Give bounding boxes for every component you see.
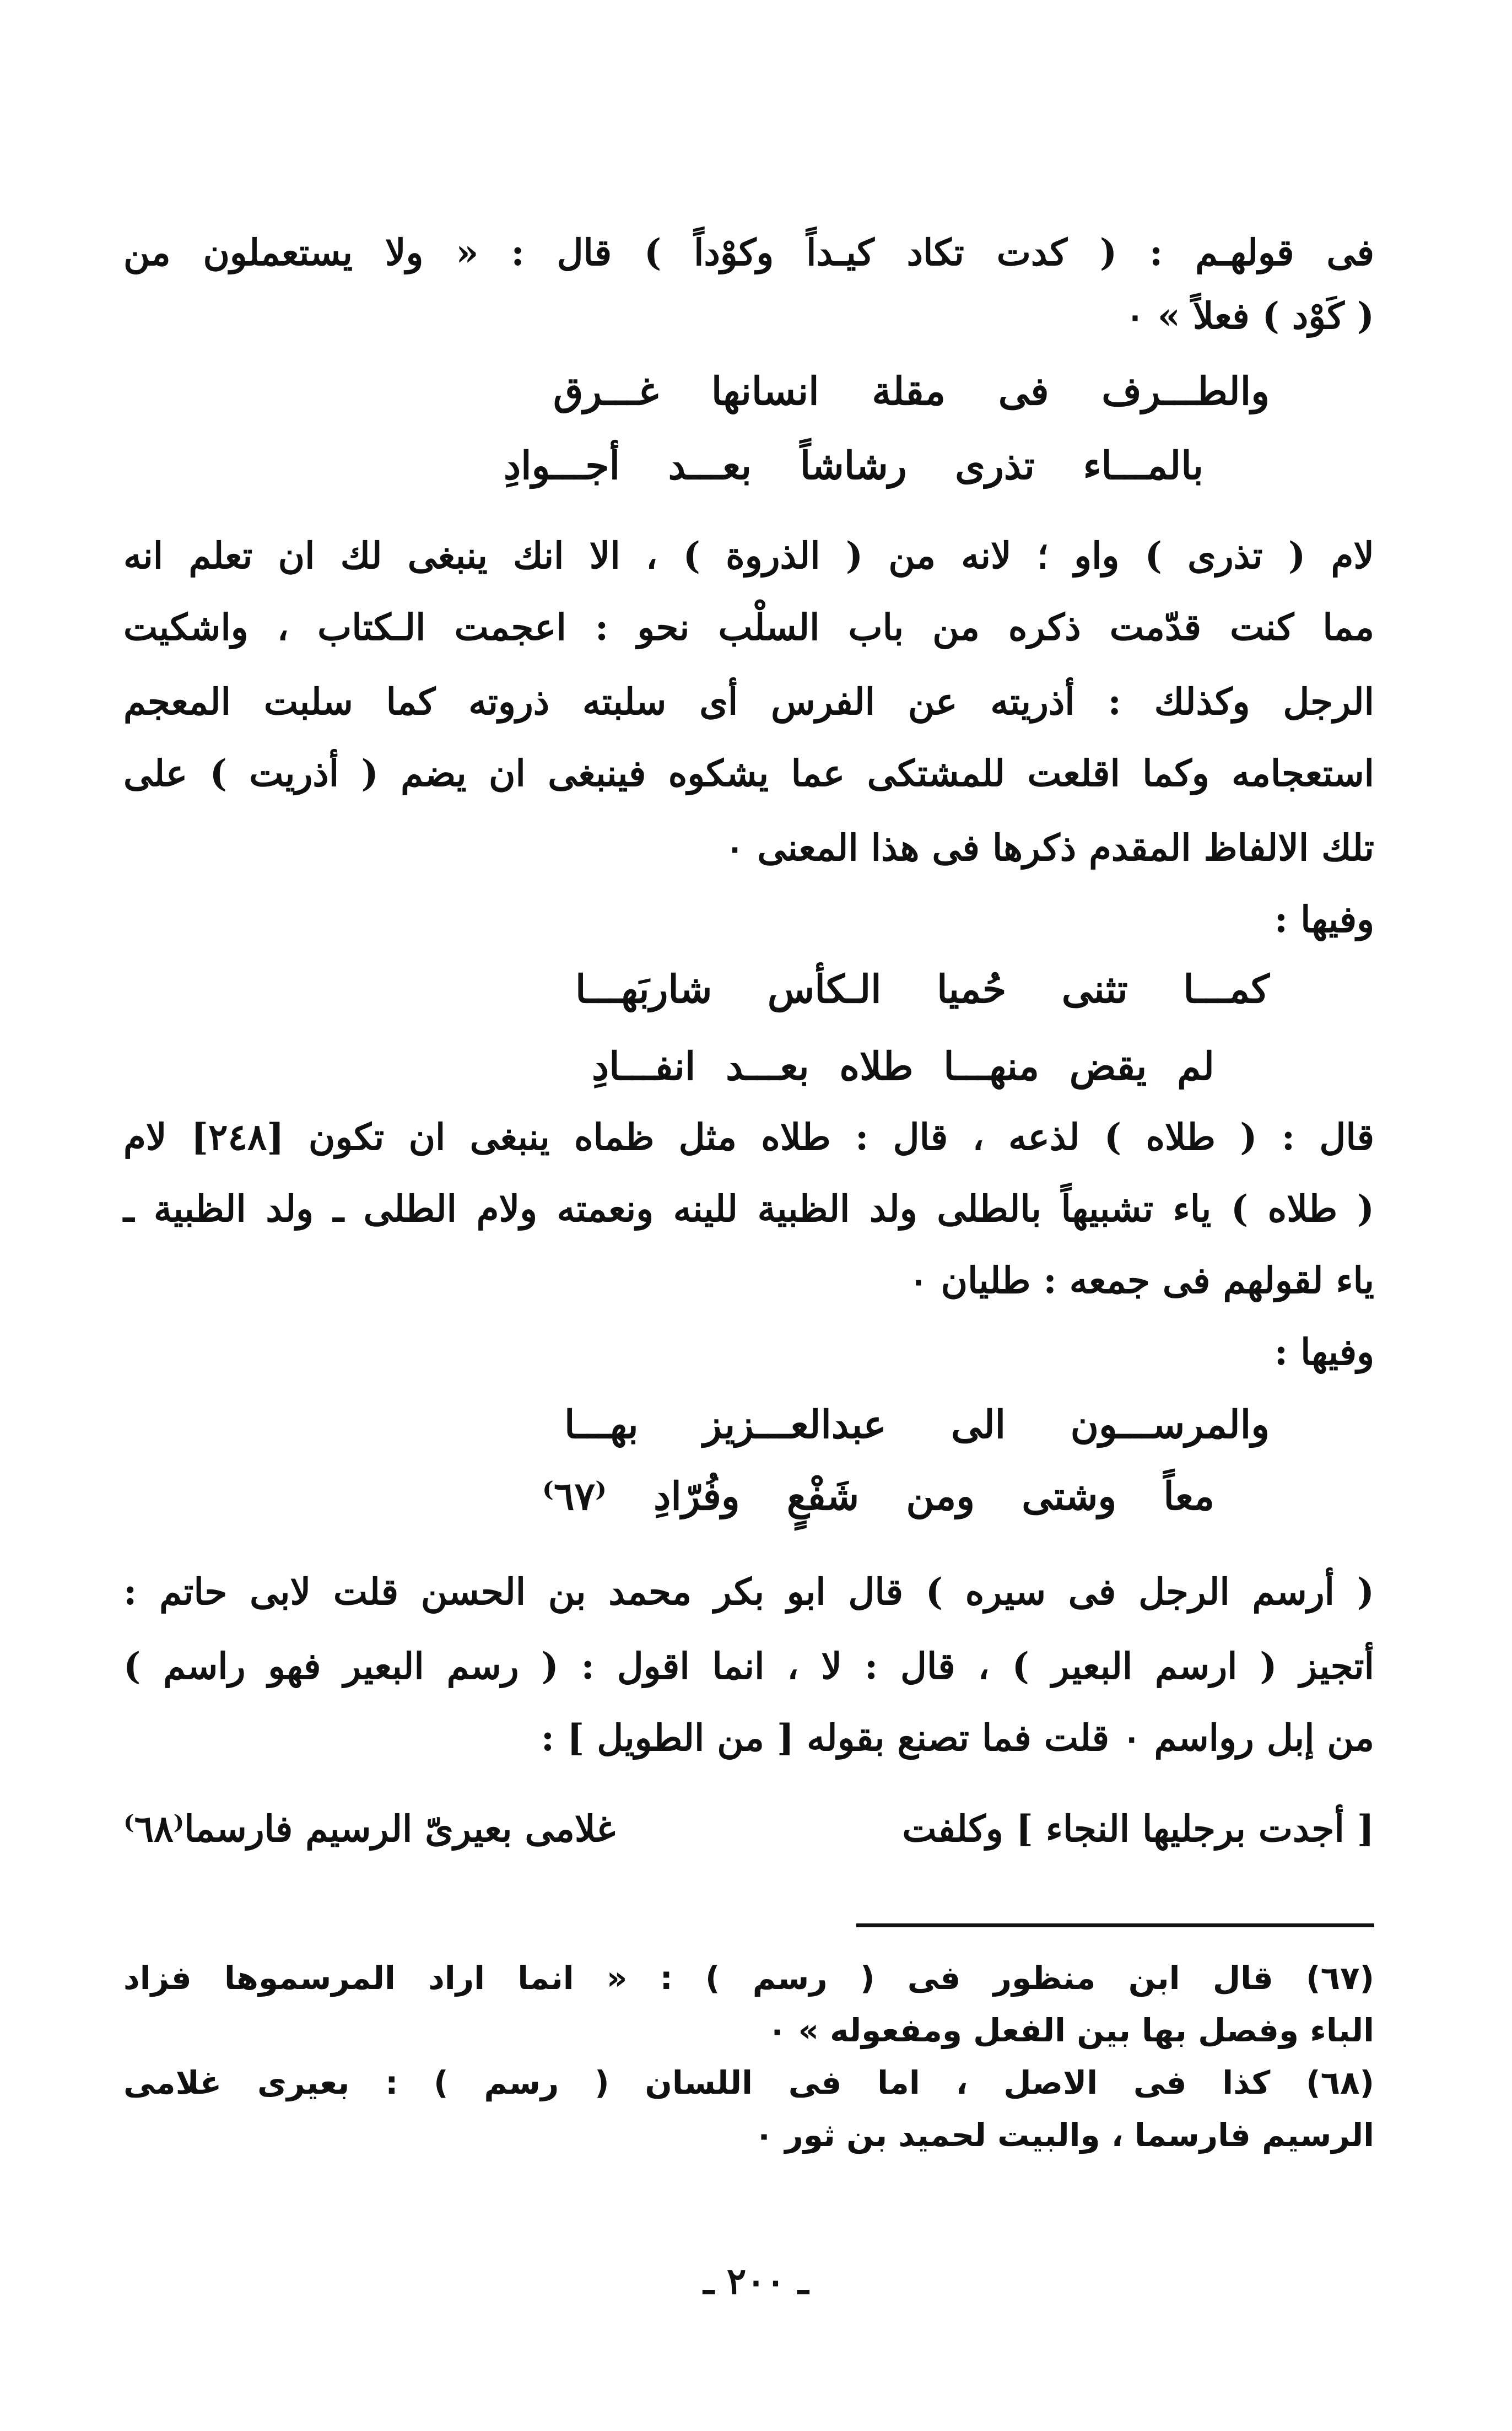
inline-verse-hemistich-2: غلامى بعيرىّ الرسيم فارسما⁽٦٨⁾ bbox=[123, 1807, 615, 1850]
footnote-divider bbox=[856, 1923, 1374, 1927]
body-line-5: الرجل وكذلك : أذريته عن الفرس أى سلبته ذروته كما سلبت المعجم bbox=[123, 680, 1374, 723]
body-line-2: ( كَوْد ) فعلاً » ٠ bbox=[1125, 294, 1374, 337]
body-line-6: استعجامه وكما اقلعت للمشتكى عما يشكوه فينبغى ان يضم ( أذريت ) على bbox=[123, 752, 1374, 795]
page-number: ـ ٢٠٠ ـ bbox=[703, 2260, 809, 2303]
body-line-11: ( أرسم الرجل فى سيره ) قال ابو بكر محمد بن الحسن قلت لابى حاتم : bbox=[123, 1570, 1374, 1613]
body-line-3: لام ( تذرى ) واو ؛ لانه من ( الذروة ) ، الا انك ينبغى لك ان تعلم انه bbox=[123, 534, 1374, 577]
inline-verse bbox=[123, 1807, 1374, 1850]
footnote-68-line-1: (٦٨) كذا فى الاصل ، اما فى اللسان ( رسم ) : بعيرى غلامى bbox=[123, 2064, 1374, 2101]
body-line-10: ياء لقولهم فى جمعه : طليان ٠ bbox=[909, 1259, 1374, 1302]
footnote-67-line-1: (٦٧) قال ابن منظور فى ( رسم ) : « انما اراد المرسموها فزاد bbox=[123, 1959, 1374, 1997]
body-line-4: مما كنت قدّمت ذكره من باب السلْب نحو : اعجمت الـكتاب ، واشكيت bbox=[123, 606, 1374, 649]
section-label-1: وفيها : bbox=[1274, 898, 1374, 941]
body-line-7: تلك الالفاظ المقدم ذكرها فى هذا المعنى ٠ bbox=[725, 826, 1374, 869]
verse-1-hemistich-1: والطـــرف فى مقلة انسانها غـــرق bbox=[553, 368, 1270, 414]
body-line-13: من إبل رواسم ٠ قلت فما تصنع بقوله [ من الطويل ] : bbox=[541, 1716, 1374, 1759]
verse-3-hemistich-2: معاً وشتى ومن شَفْعٍ وفُرّادِ ⁽٦٧⁾ bbox=[542, 1473, 1214, 1519]
section-label-2: وفيها : bbox=[1274, 1330, 1374, 1373]
body-line-1: فى قولهـم : ( كدت تكاد كيـداً وكوْداً ) قال : « ولا يستعملون من bbox=[123, 231, 1374, 274]
verse-1-hemistich-2: بالمـــاء تذرى رشاشاً بعـــد أجـــوادِ bbox=[504, 443, 1203, 488]
body-line-12: أتجيز ( ارسم البعير ) ، قال : لا ، انما اقول : ( رسم البعير فهو راسم ) bbox=[123, 1645, 1374, 1688]
footnote-67-line-2: الباء وفصل بها بين الفعل ومفعوله » ٠ bbox=[767, 2012, 1374, 2049]
body-line-9: ( طلاه ) ياء تشبيهاً بالطلى ولد الظبية للينه ونعمته ولام الطلى ـ ولد الظبية ـ bbox=[123, 1187, 1374, 1230]
inline-verse-hemistich-1: [ أجدت برجليها النجاء ] وكلفت bbox=[902, 1807, 1374, 1850]
verse-3-hemistich-1: والمرســـون الى عبدالعـــزيز بهـــا bbox=[564, 1402, 1270, 1447]
verse-2-hemistich-2: لم يقض منهـــا طلاه بعـــد انفـــادِ bbox=[592, 1043, 1214, 1089]
footnote-68-line-2: الرسيم فارسما ، والبيت لحميد بن ثور ٠ bbox=[754, 2116, 1374, 2154]
verse-2-hemistich-1: كمـــا تثنى حُميا الـكأس شاربَهـــا bbox=[575, 966, 1270, 1012]
body-line-8: قال : ( طلاه ) لذعه ، قال : طلاه مثل ظماه ينبغى ان تكون [٢٤٨] لام bbox=[123, 1115, 1374, 1158]
